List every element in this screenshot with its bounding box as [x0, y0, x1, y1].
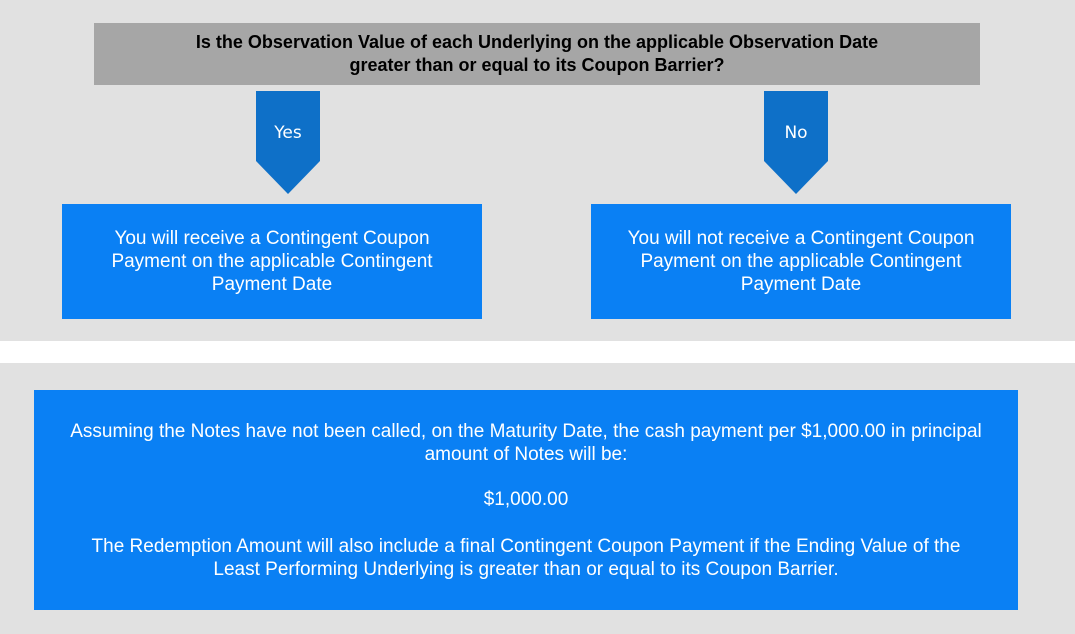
yes-outcome-line-1: You will receive a Contingent Coupon: [114, 228, 430, 249]
maturity-amount: $1,000.00: [483, 489, 569, 510]
question-line-2: greater than or equal to its Coupon Barrier?: [349, 55, 725, 75]
maturity-intro: [34, 420, 1018, 466]
maturity-intro-line-2: amount of Notes will be:: [424, 444, 628, 465]
no-outcome-box: [591, 204, 1011, 319]
maturity-note: [34, 535, 1018, 581]
no-outcome-line-2: Payment on the applicable Contingent: [640, 251, 962, 272]
yes-outcome-line-3: Payment Date: [211, 274, 333, 295]
question-line-1: Is the Observation Value of each Underlying on the applicable Observation Date: [195, 32, 879, 52]
no-outcome-line-1: You will not receive a Contingent Coupon: [627, 228, 975, 249]
yes-label: Yes: [274, 123, 302, 143]
maturity-box: [34, 390, 1018, 610]
maturity-note-line-2: Least Performing Underlying is greater than or equal to its Coupon Barrier.: [213, 559, 839, 580]
maturity-note-line-1: The Redemption Amount will also include a final Contingent Coupon Payment if the Ending Value of the: [91, 536, 961, 557]
no-label: No: [784, 123, 808, 143]
no-outcome-line-3: Payment Date: [740, 274, 862, 295]
maturity-intro-line-1: Assuming the Notes have not been called, on the Maturity Date, the cash payment per $1,000.00 in principal: [70, 421, 982, 442]
yes-outcome-line-2: Payment on the applicable Contingent: [111, 251, 433, 272]
question-box: [94, 23, 980, 85]
yes-outcome-box: [62, 204, 482, 319]
